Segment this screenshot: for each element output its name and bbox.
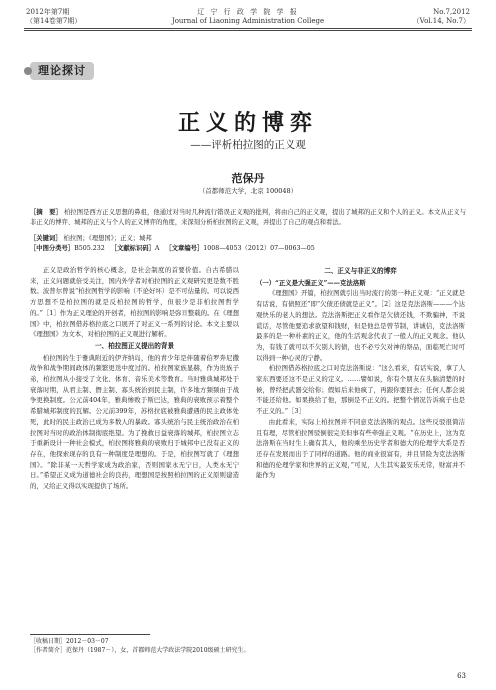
journal-number	[413, 8, 470, 26]
vol-number-line: （Vol.14, No.7）	[412, 17, 470, 25]
footnote-rule	[30, 634, 150, 635]
keywords-label: ［关键词］	[30, 235, 62, 242]
header-rule	[24, 28, 472, 31]
subsection-heading-1: （一）“正义是大强正义”——克法洛斯	[256, 278, 366, 287]
abstract	[30, 208, 466, 227]
article-title: 正义的博弈	[177, 110, 318, 136]
section-heading-1: 一、柏拉图正义提出的背景	[94, 341, 175, 350]
volume-line: （第14卷第7期）	[26, 17, 82, 25]
intro-paragraph: 正义是政治哲学的核心概念，是社会制度的首要价值。自古希腊以来，正义问题就倍受关注，国内外学者对柏拉图的正义观研究更是数不胜数。波普尔曾说“柏拉图哲学的影响（不论好坏）是不可估量的。可以说西方思想不是柏拉图的就是反柏拉图的哲学，但很少是非柏拉图哲学的。”［1］作为正义理论的开创者，柏拉图的影响是弥亘整载的。在《理想国》中，柏拉图借苏格拉底之口展开了对正义一系列的讨论。本文主要以《理想国》为文本，对柏拉图的正义观进行解析。	[30, 266, 239, 339]
article-number-value: 1008—4053（2012）07—0063—05	[203, 245, 315, 252]
journal-name-en: Journal of Liaoning Administration College	[171, 17, 325, 25]
doc-code-label: ［文献标识码］	[110, 245, 155, 252]
number-line: No.7,2012	[433, 8, 470, 16]
clc-label: ［中图分类号］	[30, 245, 75, 252]
body-paragraph: 《理想国》开篇，柏拉图就引出当时流行的第一种正义观：“正义就是有话说，有债照还”即“欠债还债就是正义”。［2］这是克法洛斯———个达观快乐的老人的想法。克法洛斯把正义看作是欠债还钱，不欺骗神，不说谎话，尽管他要追求欲望和钱财，但是他总是曾节制，讲诚信，克法洛斯最多的是一种朴素的正义，他的生活观念代表了一般人的正义观念。他认为，有钱了就可以不欠别人的债，也不必亏欠对神的祭品，面临死亡时可以得到一种心灵的宁静。	[256, 289, 465, 362]
section-tag: 理论探讨	[30, 62, 94, 80]
issue-line: 2012年第7期	[26, 8, 70, 16]
keywords-text: 柏拉图；《理想国》；正义；城邦	[63, 235, 152, 242]
section-heading-2: 二、正义与非正义的博弈	[324, 267, 397, 275]
author-name: 范保丹	[231, 172, 265, 185]
clc-value: B505.232	[74, 245, 105, 252]
journal-name-cn: 辽 宁 行 政 学 院 学 报	[197, 8, 299, 16]
article-number-label: ［文章编号］	[165, 245, 204, 252]
article-subtitle: ——评析柏拉图的正义观	[190, 139, 306, 151]
doc-code-value: A	[154, 245, 160, 252]
background-paragraph: 柏拉图的生于雅典附近的伊齐纳岛，他的青少年是伴随着伯罗奔尼撒战争和战争期间政体的频繁更迭中度过的。柏拉图家族显赫，作为贵族子弟，柏拉图从小接受了文化、体育、音乐美术等教育。当时雅典城邦处于衰落时期，从君主制、僭主制、寡头统治到民主制，许多地方频频由于战争更换制度。公元前404年，雅典惨败于斯巴达，雅典的衰败预示着整个希腊城邦制度的瓦解。公元前399年，苏格拉底被雅典遭遇的民主政体处死，此时的民主政治已成为多数人的暴政。寡头统治与民主统治政治在柏拉图对当时的政治体制彻底绝望。为了挽救日益衰落的城邦，柏拉图立志于重新设计一种社会模式，柏拉图将雅典的衰败归于城邦中已没有正义的存在，他探索现存的良有一种制度是理想的。于是，柏拉图写就了《理想国》。“除非某一天哲学家成为政治家，否则国家永无宁日，人类永无宁日。”希望正义成为道德社会的良药，理想国是按照柏拉图的正义原则建造的，又给正义得以实现提供了场所。	[30, 353, 239, 491]
abstract-label: ［摘 要］	[30, 209, 62, 216]
body-paragraph: 由此看来，实际上柏拉图并不同意克法洛斯的观点。这些反驳很简洁且有理，尽管柏拉图驳倒很完美但事有些牵强正义观。“在历史上，这为克法洛斯在当时生上确有其人，他的乘坐历史学者和德大的伦理学大系是否还存在发展而出于了同样的道路。他的商业很富有，并且冒险为克法洛斯和德的伦理学家和世界的正义观，”可见，人生其实最安乐无常，财富并不能作为	[256, 417, 465, 480]
classification	[30, 244, 466, 254]
right-column	[256, 265, 465, 481]
author-info: ［作者简介］范保丹（1987－），女，首都师范大学政法学院2010级硕士研究生。	[30, 647, 250, 654]
page-number: 63	[457, 672, 466, 680]
keywords	[30, 234, 466, 244]
left-column	[30, 265, 239, 492]
author-affiliation: （首都师范大学，北京 100048）	[198, 187, 298, 195]
abstract-text: 柏拉图是西方正义思想的鼻祖，他通过对当时几种流行错误正义观的批判，将由自己的正义观，提出了城邦的正义和个人的正义。本文从正义与非正义的博弈、城邦的正义与个人的正义博弈的角度，来深刻分析柏拉图的正义观，并提出了自己的观点和看法。	[30, 209, 467, 226]
received-date: ［收稿日期］2012－03－07	[30, 638, 109, 645]
body-paragraph: 柏拉图借苏格拉底之口对克法洛斯说：“这么看来，有话实说，拿了人家东西要还这不是正义的定义。……譬如说，你有个朋友在头脑清楚的时候，曾经把武器交给你；假如后来他疯了，再跟你要回去；任何人都会说不能还给他。如果换给了他，那倒是不正义的。把整个情况告诉疯子也是不正义的。”［3］	[256, 364, 465, 416]
